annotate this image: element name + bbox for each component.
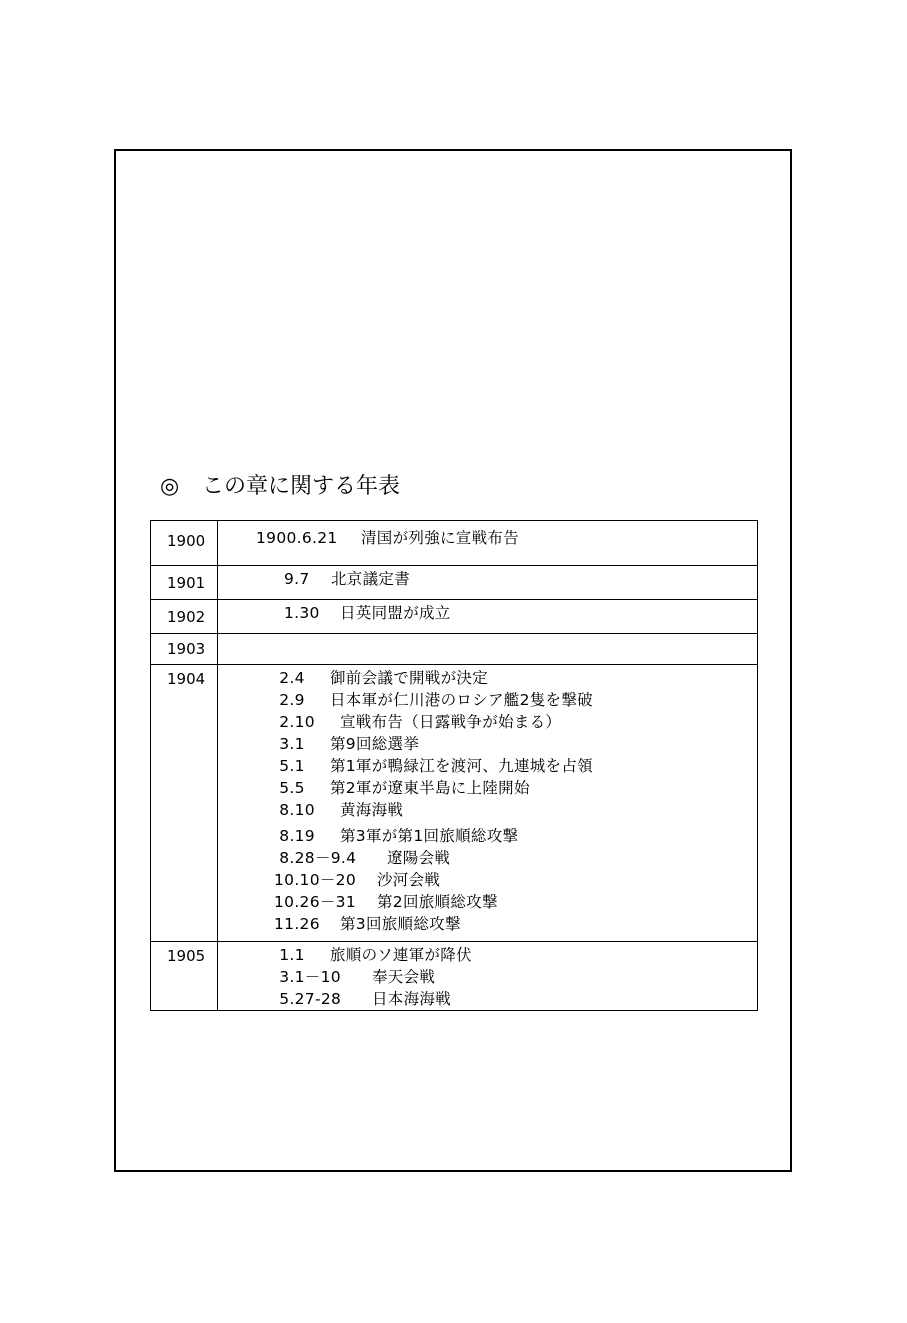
table-row <box>151 665 758 942</box>
events-cell <box>218 665 758 942</box>
event-date: 1.1 <box>274 946 305 964</box>
event-text: 奉天会戦 <box>372 968 436 986</box>
event-text: 第2軍が遼東半島に上陸開始 <box>330 779 530 797</box>
event-text: 旅順のソ連軍が降伏 <box>330 946 472 964</box>
table-row <box>151 521 758 566</box>
event-date: 2.4 <box>274 669 305 687</box>
event-date: 5.27-28 <box>274 990 342 1008</box>
events-cell <box>218 566 758 600</box>
section-title: この章に関する年表 <box>202 474 401 499</box>
event-text: 日本海海戦 <box>372 990 452 1008</box>
event-item <box>274 825 757 847</box>
event-item <box>274 799 757 821</box>
event-item <box>284 568 757 590</box>
event-text: 黄海海戦 <box>340 801 404 819</box>
event-date: 2.10 <box>274 713 315 731</box>
event-text: 御前会議で開戦が決定 <box>330 669 489 687</box>
section-heading <box>160 472 400 502</box>
events-cell <box>218 942 758 1011</box>
event-text: 第2回旅順総攻撃 <box>377 893 498 911</box>
event-text: 遼陽会戦 <box>387 849 451 867</box>
event-item <box>274 944 757 966</box>
event-item <box>274 711 757 733</box>
table-row <box>151 566 758 600</box>
event-text: 宣戦布告（日露戦争が始まる） <box>340 713 562 731</box>
event-date: 3.1 <box>274 735 305 753</box>
year-cell: 1900 <box>151 521 218 566</box>
event-text: 日英同盟が成立 <box>340 604 451 622</box>
event-item <box>274 847 757 869</box>
event-text: 第3回旅順総攻撃 <box>340 915 461 933</box>
event-text: 第3軍が第1回旅順総攻撃 <box>340 827 519 845</box>
event-date: 8.19 <box>274 827 315 845</box>
events-cell <box>218 521 758 566</box>
year-cell: 1902 <box>151 600 218 634</box>
event-text: 清国が列強に宣戦布告 <box>361 529 520 547</box>
chronology-table <box>150 520 758 1011</box>
event-text: 日本軍が仁川港のロシア艦2隻を撃破 <box>330 691 593 709</box>
event-date: 8.28－9.4 <box>274 849 357 867</box>
event-date: 1900.6.21 <box>256 529 338 547</box>
event-date: 3.1－10 <box>274 968 341 986</box>
event-item <box>274 755 757 777</box>
event-date: 8.10 <box>274 801 315 819</box>
event-item <box>274 966 757 988</box>
event-date: 10.26－31 <box>274 893 356 911</box>
event-item <box>274 913 757 935</box>
event-item <box>274 891 757 913</box>
events-cell <box>218 600 758 634</box>
event-item <box>274 667 757 689</box>
event-item <box>274 988 757 1010</box>
event-text: 第1軍が鴨緑江を渡河、九連城を占領 <box>330 757 593 775</box>
event-date: 10.10－20 <box>274 871 356 889</box>
year-cell: 1905 <box>151 942 218 1011</box>
table-row <box>151 634 758 665</box>
event-item <box>274 777 757 799</box>
event-item <box>274 869 757 891</box>
event-date: 9.7 <box>284 570 310 588</box>
year-cell: 1903 <box>151 634 218 665</box>
year-cell: 1904 <box>151 665 218 942</box>
event-item <box>274 733 757 755</box>
event-date: 5.1 <box>274 757 305 775</box>
event-date: 2.9 <box>274 691 305 709</box>
event-date: 5.5 <box>274 779 305 797</box>
double-circle-icon: ◎ <box>160 474 180 499</box>
table-row <box>151 942 758 1011</box>
event-date: 1.30 <box>284 604 320 622</box>
event-item <box>256 527 757 549</box>
event-item <box>274 689 757 711</box>
event-item <box>284 602 757 624</box>
events-cell <box>218 634 758 665</box>
table-row <box>151 600 758 634</box>
event-text: 北京議定書 <box>331 570 411 588</box>
event-text: 第9回総選挙 <box>330 735 420 753</box>
year-cell: 1901 <box>151 566 218 600</box>
event-text: 沙河会戦 <box>377 871 441 889</box>
event-date: 11.26 <box>274 915 320 933</box>
